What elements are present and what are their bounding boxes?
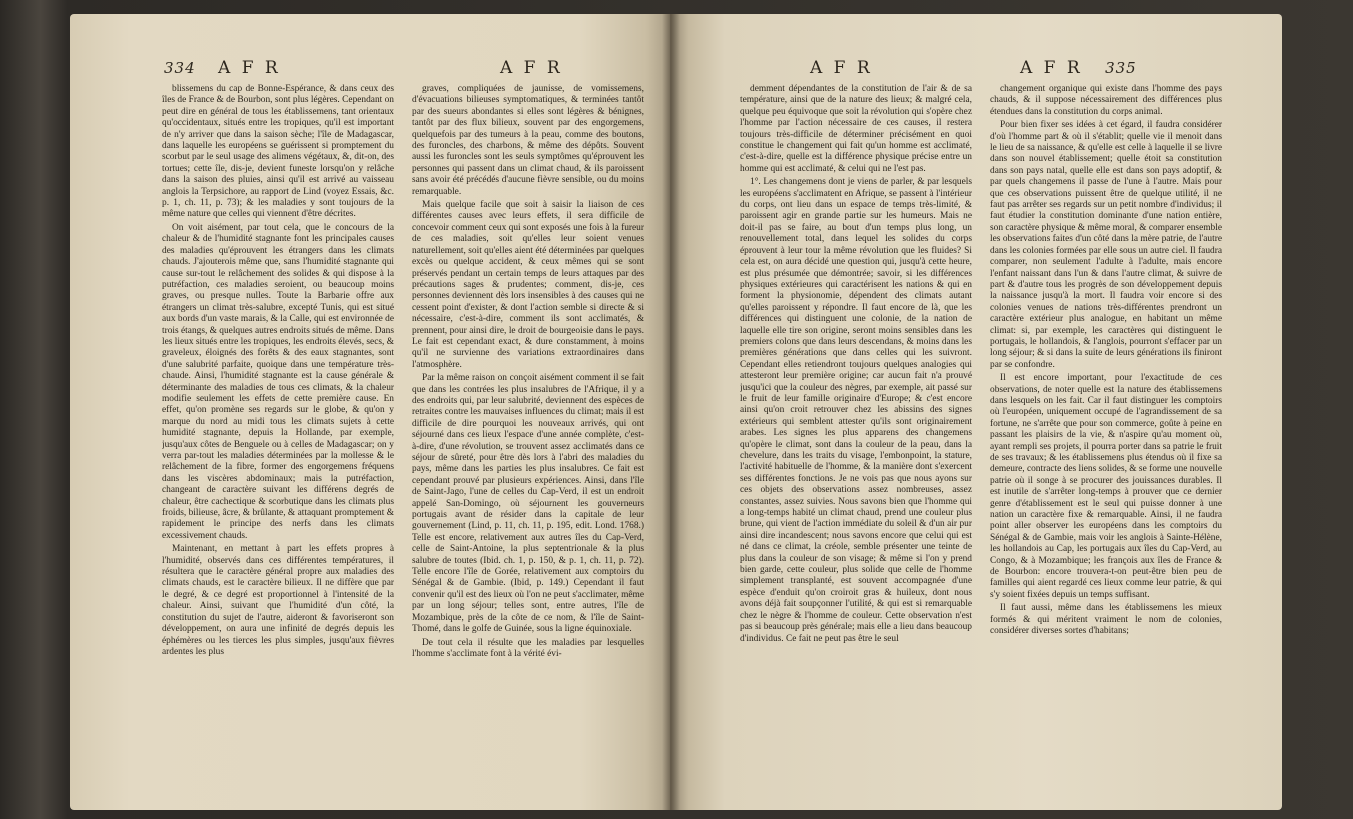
right-page: [670, 14, 1282, 810]
right-page-column-2: [990, 84, 1222, 804]
left-page-column-2: [412, 84, 644, 804]
paragraph: Pour bien fixer ses idées à cet égard, il faudra considérer d'où l'homme part & où il s'établit; quelle vie il menoit dans le lieu de sa naissance, & qu'elle est celle à laquelle il se livre dans son nouvel établissement; quelle étoit sa constitution dans son pays natal, quelle elle est dans son pays adoptif, & par quels changemens il passe de l'une à l'autre. Mais pour que ces observations puissent être de quelque utilité, il ne faut pas arrêter ses regards sur un petit nombre d'individus; il faut étudier la constitution dominante d'une nation entière, son caractère physique & même moral, & comparer ensemble les observations faites d'un côté dans la mère patrie, de l'autre dans les colonies formées par elle sous un autre ciel. Il faudra comparer, non seulement l'adulte à l'adulte, mais encore l'enfant naissant dans l'un & dans l'autre climat, & suivre de part & d'autre tous les progrès de son développement depuis la naissance jusqu'à la mort. Il faudra voir encore si des colonies venues de nations très-différentes prendront un caractère extérieur plus analogue, en habitant un même climat: si, par exemple, les caractères qui distinguent le portugais, le hollandois, & l'anglois, pourront s'effacer par un long séjour; & si dans la suite de leurs générations ils finiront par se confondre.: [990, 120, 1222, 370]
paragraph: graves, compliquées de jaunisse, de vomissemens, d'évacuations bilieuses symptomatiques, & terminées tantôt par des sueurs abondantes si elles sont légères & bénignes, tantôt par des flux bilieux, souvent par des engorgemens, quelquefois par des tumeurs à la peau, comme des boutons, des furoncles, des charbons, & même des dépôts. Souvent aussi les furoncles sont les seuls symptômes qu'éprouvent les personnes qui passent dans un climat chaud, & ils paroissent sans avoir été précédés d'aucune fièvre sensible, ou du moins remarquable.: [412, 84, 644, 197]
paragraph: changement organique qui existe dans l'homme des pays chauds, & il suppose nécessairement des différences plus étendues dans la constitution du corps animal.: [990, 84, 1222, 117]
right-running-head: A F R: [810, 58, 873, 78]
paragraph: demment dépendantes de la constitution de l'air & de sa température, ainsi que de la nature des lieux; & malgré cela, quelque peu équivoque que soit la révolution qui s'opère chez l'homme par l'action nécessaire de ces causes, il restera toujours très-difficile de déterminer précisément en quoi constitue le changement qui fait qu'un homme est acclimaté, c'est-à-dire, quelle est la différence physique précise entre un homme qui est acclimaté, & celui qui ne l'est pas.: [740, 84, 972, 174]
left-running-head-col2: A F R: [500, 58, 563, 78]
paragraph: De tout cela il résulte que les maladies par lesquelles l'homme s'acclimate font à la vérité évi-: [412, 637, 644, 659]
left-page-column-1: [162, 84, 394, 804]
left-page: [70, 14, 670, 810]
paragraph: Maintenant, en mettant à part les effets propres à l'humidité, observés dans ces différentes températures, il résultera que le caractère général propre aux maladies des climats chauds, est le caractère bilieux. Il ne diffère que par le degré, & ce degré est proportionnel à l'intensité de la chaleur. Ainsi, suivant que l'humidité d'un côté, la constitution du sujet de l'autre, aideront & favoriseront son développement, on aura une infinité de degrés depuis les éphémères ou les tierces les plus simples, jusqu'aux fièvres ardentes les plus: [162, 544, 394, 657]
paragraph: Il est encore important, pour l'exactitude de ces observations, de noter quelle est la nature des établissemens dans lesquels on les fait. Car il faut distinguer les comptoirs où l'européen, uniquement occupé de l'agrandissement de sa fortune, ne s'arrête que pour son commerce, goûte à peine en passant les plaisirs de la vie, & n'aspire qu'au moment où, ayant rempli ses projets, il pourra porter dans sa patrie le fruit de ses travaux; & les établissemens plus étendus où il fixe sa demeure, contracte des liens solides, & se forme une nouvelle patrie où il songe à se procurer des jouissances durables. Il est inutile de s'arrêter long-temps à prouver que ce dernier genre d'établissement est le seul qui puisse donner à une nation un caractère fixe & remarquable. Ainsi, il ne faudra point aller observer les européens dans les comptoirs du Sénégal & de Gambie, mais voir les anglois à Sainte-Hélène, les hollandois au Cap, les portugais aux îles du Cap-Verd, au Congo, & à Mozambique; les françois aux îles de France & de Bourbon: encore trouvera-t-on peut-être bien peu de familles qui aient regardé ces lieux comme leur patrie, & qui s'y soient fixées depuis un temps suffisant.: [990, 373, 1222, 600]
book-gutter: [662, 14, 680, 810]
right-running-head-col2: A F R: [1020, 58, 1083, 78]
paragraph: Par la même raison on conçoit aisément comment il se fait que dans les contrées les plus insalubres de l'Afrique, il y a des endroits qui, par leur salubrité, deviennent des espèces de retraites contre les mauvaises influences du climat; mais il est difficile de dire pourquoi les nouveaux arrivés, qui ont séjourné dans ces lieux l'espace d'une année complète, c'est-à-dire, d'une révolution, se trouvent assez acclimatés dans ce séjour de sûreté, pour être dès lors à l'abri des maladies du pays, même dans les parties les plus insalubres. Ce fait est cependant prouvé par plusieurs expériences. Ainsi, dans l'île de Saint-Jago, l'une de celles du Cap-Verd, il est un endroit appelé San-Domingo, où séjournent les gouverneurs portugais avant de résider dans la capitale de leur gouvernement (Lind, p. 11, ch. 11, p. 195, edit. Lond. 1768.) Telle est encore, relativement aux autres îles du Cap-Verd, celle de Saint-Antoine, la plus septentrionale & la plus salubre de toutes (Ibid. ch. 1, p. 150, & p. 1, ch. 11, p. 72). Telle encore l'île de Gorée, relativement aux comptoirs du Sénégal & de Gambie. (Ibid, p. 149.) Cependant il faut convenir qu'il est des lieux où l'on ne peut s'acclimater, même par un long séjour; telles sont, entre autres, l'île de Mozambique, près de la côte de ce nom, & l'île de Saint-Thomé, dans le golfe de Guinée, sous la ligne équinoxiale.: [412, 373, 644, 635]
paragraph: blissemens du cap de Bonne-Espérance, & dans ceux des îles de France & de Bourbon, sont plus légères. Cependant on peut dire en général de tous les établissemens, tant orientaux qu'occidentaux, situés entre les tropiques, qu'il est important de n'y arriver que dans la saison sèche; l'île de Madagascar, dans laquelle les européens se guérissent si promptement du scorbut par le seul usage des alimens végétaux, &, dit-on, des tortues; cette île, dis-je, devient funeste lorsqu'on y relâche dans la saison des pluies, ainsi qu'il est arrivé au vaisseau anglois la Terpsichore, au rapport de Lind (voyez Essais, &c. p. 1, ch. 11, p. 73); & les maladies y sont toujours de la même nature que celles qui viennent d'être décrites.: [162, 84, 394, 220]
paragraph: 1°. Les changemens dont je viens de parler, & par lesquels les européens s'acclimatent en Afrique, se passent à l'intérieur du corps, ont lieu dans un espace de temps très-limité, & paroissent agir en grande partie sur les humeurs. Mais ne doit-il pas se faire, au bout d'un temps plus long, un renouvellement total, dans lequel les solides du corps éprouvent à leur tour la même révolution que les fluides? Si cela est, on aura décidé une question qui, jusqu'à cette heure, est plus présumée que démontrée; savoir, si les différences physiques extérieures qui caractérisent les nations & qui en forment la physionomie, dépendent des climats autant qu'elles paroissent y répondre. Il faut encore de là, que les différences qui distinguent une colonie, de la nation de laquelle elle tire son origine, seront moins sensibles dans les premiers colons que dans leurs descendans, & moins dans les premières générations que dans celles qui les suivront. Cependant elles retiendront toujours quelques analogies qui attesteront leur première origine; car aucun fait n'a prouvé jusqu'ici que la couleur des nègres, par exemple, ait passé sur le fruit de leur famille originaire d'Europe; & c'est encore ainsi qu'on croit retrouver chez les abissins des signes extérieurs qui semblent attester qu'ils sont originairement arabes. Les signes les plus apparens des changemens qu'opère le climat, sont dans la couleur de la peau, dans la chevelure, dans les traits du visage, l'embonpoint, la stature, l'activité habituelle de l'homme, & la manière dont s'exercent ses différentes fonctions. Je ne vois pas que nous ayons sur ces objets des observations assez nombreuses, assez constantes, assez suivies. Nous savons bien que l'homme qui a long-temps habité un climat chaud, prend une couleur plus brune, qui vient de l'action immédiate du soleil & d'un air pur ainsi dire incandescent; nous savons encore que celui qui est né dans ce climat, la créole, semble présenter une teinte de plus dans la couleur de son visage; & même si l'on y prend bien garde, cette couleur, plus solide que celle de l'homme simplement transplanté, est souvent accompagnée d'une espèce d'enduit qu'on croiroit gras & huileux, dont nous avons déjà fait soupçonner l'utilité, & qui est si remarquable chez le nègre & l'homme de couleur. Cette observation n'est pas si beaucoup près générale; mais elle a lieu dans beaucoup d'individus. Ce fait ne peut pas être le seul: [740, 177, 972, 644]
paragraph: Il faut aussi, même dans les établissemens les mieux formés & qui méritent vraiment le nom de colonies, considérer diverses sortes d'habitans;: [990, 603, 1222, 637]
left-page-number: 334: [164, 59, 196, 77]
paragraph: On voit aisément, par tout cela, que le concours de la chaleur & de l'humidité stagnante font les principales causes des maladies qu'éprouvent les étrangers dans les climats chauds. J'ajouterois même que, sans l'humidité stagnante qui cause sur-tout le relâchement des solides & qui dispose à la putréfaction, ces maladies seroient, ou beaucoup moins graves, ou presque nulles. Toute la Barbarie offre aux étrangers un climat très-salubre, excepté Tunis, qui est situé aux bords d'un vaste marais, & la Calle, qui est environnée de trois étangs, & quelques autres endroits situés de même. Dans les lieux situés entre les tropiques, les endroits élevés, secs, & graveleux, éloignés des forêts & des eaux stagnantes, sont d'une salubrité parfaite, quoique dans une température très-chaude. Ainsi, l'humidité stagnante est la cause générale & déterminante des maladies de tous ces climats, & la chaleur modifie seulement les effets de cette première cause. En effet, qu'on promène ses regards sur le globe, & qu'on y marque du nord au midi tous les climats sujets à cette humidité stagnante, depuis la Hollande, par exemple, jusqu'aux côtes de Benguele ou à celles de Madagascar; on y verra par-tout les maladies déterminées par la mollesse & le relâchement de la fibre, former des engorgemens fréquens dans les viscères abdominaux; mais la putréfaction, changeant de caractère suivant les différens degrés de chaleur, être cachectique & scorbutique dans les climats plus froids, bilieuse, âcre, & brûlante, & attaquant promptement & rapidement le principe des nerfs dans les climats excessivement chauds.: [162, 222, 394, 541]
right-page-number: 335: [1105, 59, 1137, 77]
left-running-head: A F R: [218, 58, 281, 78]
right-page-column-1: [740, 84, 972, 804]
paragraph: Mais quelque facile que soit à saisir la liaison de ces différentes causes avec leurs effets, il sera difficile de concevoir comment ceux qui sont exposés une fois à la fureur de ces maladies, soit qu'elles leur soient venues naturellement, soit qu'elles aient été déterminées par quelques excès ou quelque accident, & ceux mêmes qui se sont préservés pendant un certain temps de leurs attaques par des précautions sages & prudentes; comment, dis-je, ces personnes deviennent dès lors insensibles à des causes qui ne cessent point d'exister, & dont l'action semble si directe & si nécessaire, c'est-à-dire, comment ils sont acclimatés, & prennent, pour ainsi dire, le droit de bourgeoisie dans le pays. Le fait est cependant exact, & dure constamment, à moins qu'il ne survienne des variations extraordinaires dans l'atmosphère.: [412, 200, 644, 370]
